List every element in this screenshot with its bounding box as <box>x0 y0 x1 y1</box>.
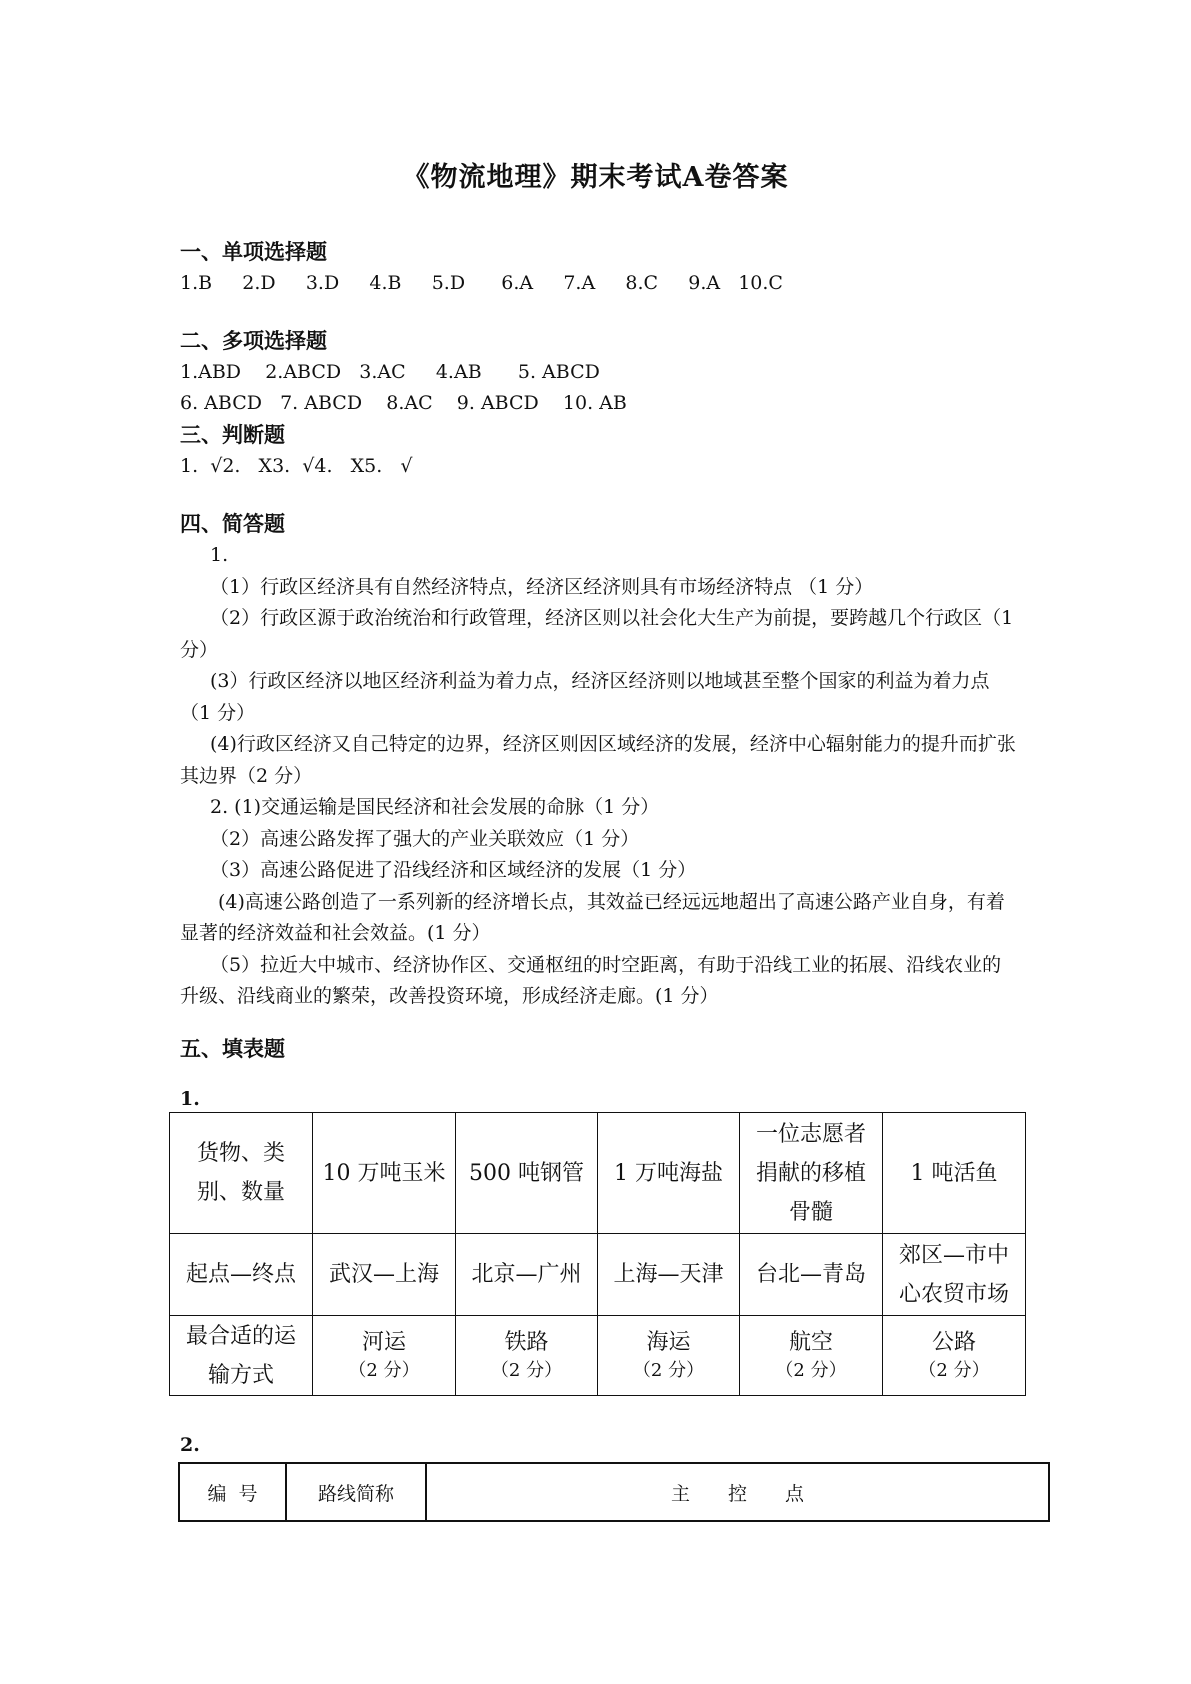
content-body <box>180 236 1020 1065</box>
cell-cargo: 500 吨钢管 <box>456 1113 598 1234</box>
mode-points: （2 分） <box>632 1359 705 1381</box>
mode-name: 公路 <box>931 1329 976 1355</box>
mode-points: （2 分） <box>490 1359 563 1381</box>
header-route-name: 路线简称 <box>286 1463 426 1521</box>
section-3-heading: 三、判断题 <box>180 422 285 447</box>
section-3-answers: 1. √2. Ⅹ3. √4. Ⅹ5. √ <box>180 455 413 477</box>
cell-mode <box>313 1316 456 1396</box>
cell-mode <box>740 1316 883 1396</box>
table-row <box>179 1463 1049 1521</box>
cell-mode <box>883 1316 1026 1396</box>
table-row <box>170 1316 1026 1396</box>
header-control-points: 主 控 点 <box>426 1463 1049 1521</box>
header-number: 编 号 <box>179 1463 286 1521</box>
q2-point-2: （2）高速公路发挥了强大的产业关联效应（1 分） <box>210 827 640 850</box>
section-5-heading: 五、填表题 <box>180 1035 285 1061</box>
table-1-label: 1. <box>180 1088 200 1110</box>
q1-point-4: (4)行政区经济又自己特定的边界，经济区则因区域经济的发展，经济中心辐射能力的提升而扩张其边界（2 分） <box>180 733 1016 787</box>
cell-mode-label: 最合适的运输方式 <box>170 1316 313 1396</box>
mode-name: 航空 <box>788 1329 833 1355</box>
mode-points: （2 分） <box>348 1359 420 1381</box>
cell-cargo: 一位志愿者捐献的移植骨髓 <box>740 1113 883 1234</box>
cell-cargo-label: 货物、类别、数量 <box>170 1113 313 1234</box>
section-1-heading: 一、单项选择题 <box>180 239 327 264</box>
section-2-answers-line2: 6. ABCD 7. ABCD 8.AC 9. ABCD 10. AB <box>180 392 627 414</box>
transport-table <box>169 1112 1026 1396</box>
q2-point-4: (4)高速公路创造了一系列新的经济增长点，其效益已经远远地超出了高速公路产业自身，有着显著的经济效益和社会效益。(1 分） <box>180 890 1005 944</box>
section-2-heading: 二、多项选择题 <box>180 328 327 353</box>
section-4-heading: 四、简答题 <box>180 511 285 536</box>
cell-route: 郊区—市中心农贸市场 <box>883 1234 1026 1316</box>
cell-mode <box>456 1316 598 1396</box>
q2-point-1: 2. (1)交通运输是国民经济和社会发展的命脉（1 分） <box>210 796 660 818</box>
q2-point-5: （5）拉近大中城市、经济协作区、交通枢纽的时空距离，有助于沿线工业的拓展、沿线农业的升级、沿线商业的繁荣，改善投资环境，形成经济走廊。(1 分） <box>180 953 1002 1007</box>
mode-name: 海运 <box>646 1329 691 1355</box>
cell-mode <box>598 1316 740 1396</box>
cell-cargo: 1 吨活鱼 <box>883 1113 1026 1234</box>
document-title: 《物流地理》期末考试A卷答案 <box>402 162 789 193</box>
cell-route-label: 起点—终点 <box>170 1234 313 1316</box>
cell-route: 北京—广州 <box>456 1234 598 1316</box>
q1-number: 1. <box>210 544 229 566</box>
q2-point-3: （3）高速公路促进了沿线经济和区域经济的发展（1 分） <box>210 859 697 881</box>
cell-route: 武汉—上海 <box>313 1234 456 1316</box>
q1-point-2: （2）行政区源于政治统治和行政管理，经济区则以社会化大生产为前提，要跨越几个行政区（1 分） <box>180 607 1014 661</box>
section-1-answers: 1.B 2.D 3.D 4.B 5.D 6.A 7.A 8.C 9.A 10.C <box>180 272 783 294</box>
q1-point-3: (3）行政区经济以地区经济利益为着力点，经济区经济则以地域甚至整个国家的利益为着力点 （1 分） <box>180 670 1009 724</box>
mode-points: （2 分） <box>775 1359 847 1381</box>
table-row <box>170 1113 1026 1234</box>
mode-name: 河运 <box>361 1329 406 1355</box>
section-2-answers-line1: 1.ABD 2.ABCD 3.AC 4.AB 5. ABCD <box>180 361 600 383</box>
table-2-label: 2. <box>180 1434 200 1456</box>
q1-point-1: （1）行政区经济具有自然经济特点，经济区经济则具有市场经济特点 （1 分） <box>210 575 874 598</box>
cell-route: 上海—天津 <box>598 1234 740 1316</box>
route-table <box>178 1462 1050 1522</box>
cell-cargo: 10 万吨玉米 <box>313 1113 456 1234</box>
mode-name: 铁路 <box>504 1329 549 1355</box>
cell-cargo: 1 万吨海盐 <box>598 1113 740 1234</box>
cell-route: 台北—青岛 <box>740 1234 883 1316</box>
mode-points: （2 分） <box>918 1359 990 1381</box>
table-row <box>170 1234 1026 1316</box>
